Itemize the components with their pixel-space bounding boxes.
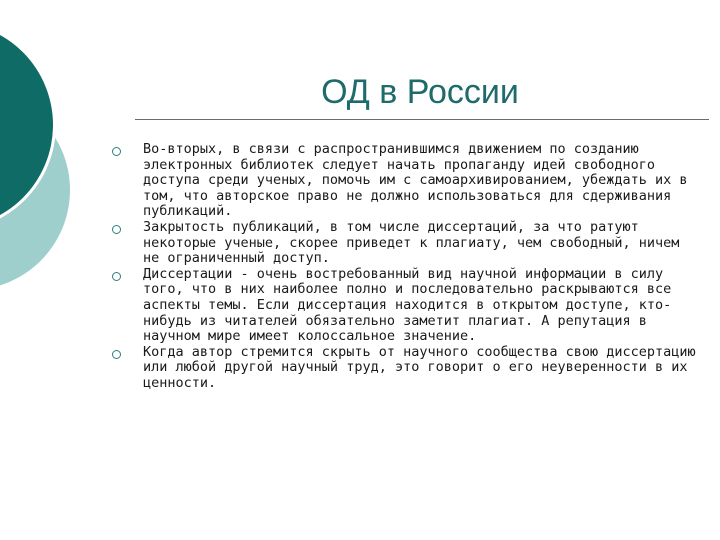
bullet-item (112, 267, 702, 345)
title-divider (135, 119, 709, 120)
ring-bullet-icon (112, 147, 121, 156)
bullet-list (112, 142, 702, 392)
bullet-item (112, 345, 702, 392)
bullet-text: Когда автор стремится скрыть от научного сообщества свою диссертацию или любой другой научный труд, это говорит о его неуверенности в их ценности. (143, 343, 696, 391)
bullet-text: Во-вторых, в связи с распространившимся движением по созданию электронных библиотек следует начать пропаганду идей свободного доступа среди ученых, помочь им с самоархивированием, убеждать их в том, что авторское право не должно использоваться для сдерживания публикаций. (143, 141, 688, 220)
bullet-item (112, 142, 702, 220)
ring-bullet-icon (112, 272, 121, 281)
ring-bullet-icon (112, 350, 121, 359)
bullet-item (112, 220, 702, 267)
slide-title: ОД в России (321, 73, 519, 111)
bullet-text: Закрытость публикаций, в том числе диссертаций, за что ратуют некоторые ученые, скорее приведет к плагиату, чем свободный, ничем не ограниченный доступ. (143, 218, 680, 267)
bullet-text: Диссертации - очень востребованный вид научной информации в силу того, что в них наиболее полно и последовательно раскрываются все аспекты темы. Если диссертация находится в открытом доступе, кто-нибудь из читателей обязательно заметит плагиат. А репутация в научном мире имеет колоссальное значение. (143, 265, 672, 345)
ring-bullet-icon (112, 225, 121, 234)
